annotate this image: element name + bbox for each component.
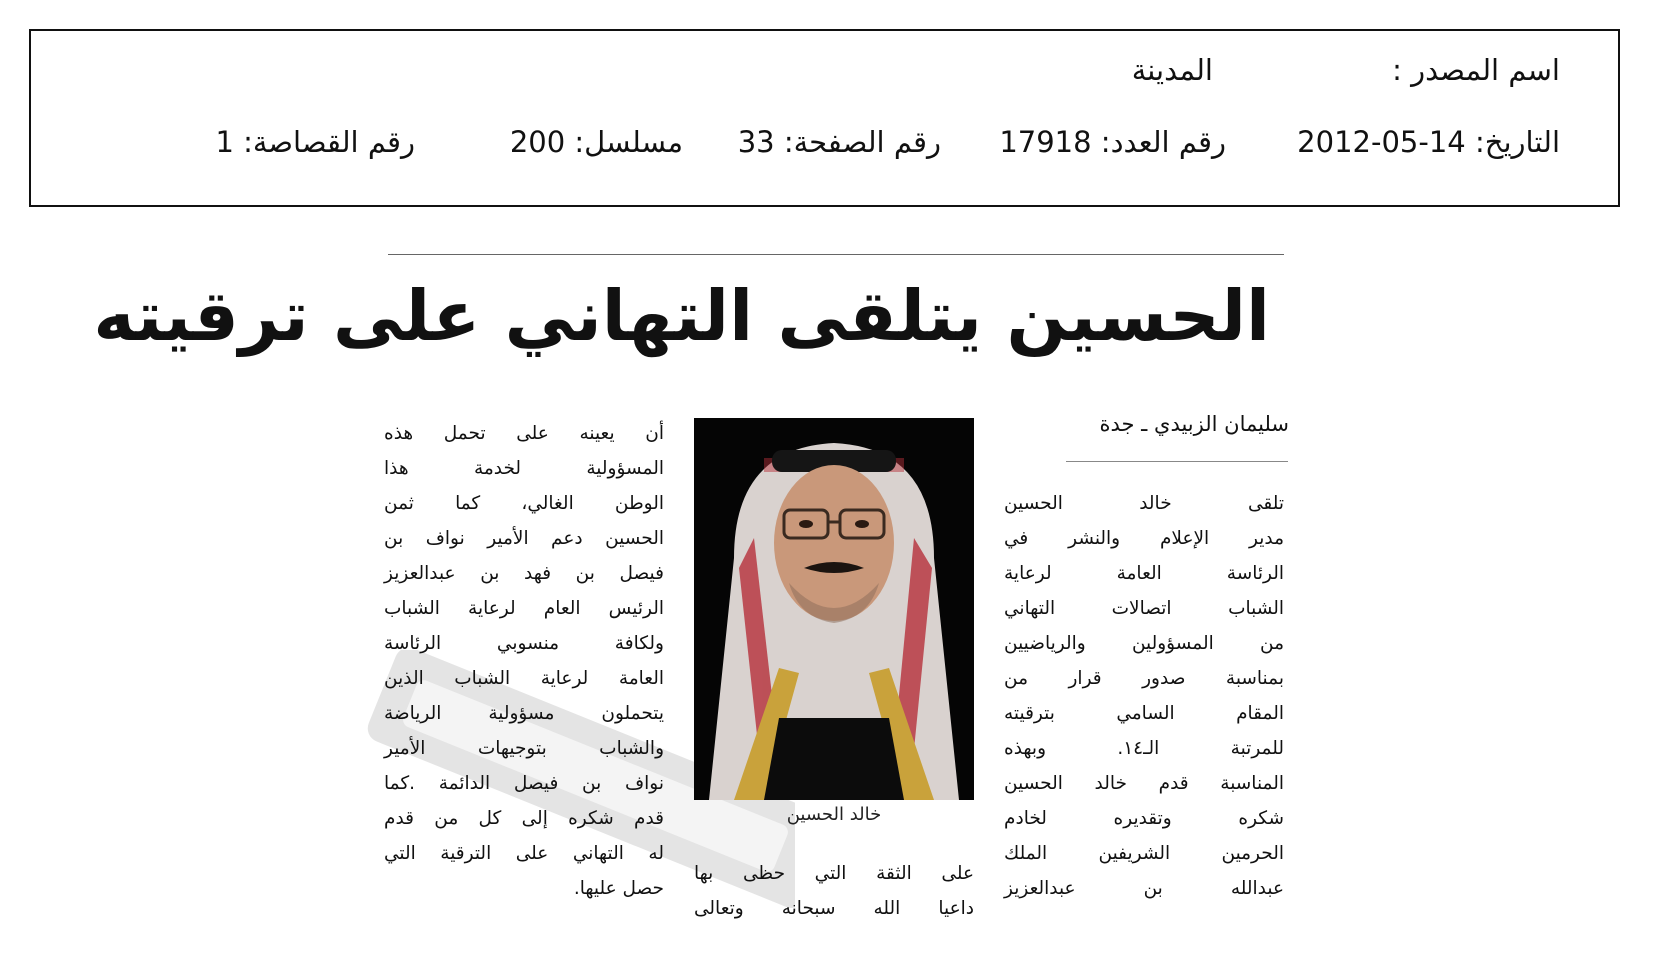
article-text-line: الوطن الغالي، كما ثمن [384,493,664,514]
byline-rule [1066,461,1288,462]
headline-top-rule [388,254,1284,255]
source-name: المدينة [1131,53,1213,87]
date-field: التاريخ: 14-05-2012 [1297,125,1560,159]
article-headline: الحسين يتلقى التهاني على ترقيته [93,275,1270,357]
article-text-line: داعيا الله سبحانه وتعالى [694,898,974,919]
article-text-line: الحسين دعم الأمير نواف بن [384,528,664,549]
article-text-line: مدير الإعلام والنشر في [1004,528,1284,549]
article-text-line: والشباب بتوجيهات الأمير [384,738,664,759]
article-text-line: الرئاسة العامة لرعاية [1004,563,1284,584]
article-text-line: العامة لرعاية الشباب الذين [384,668,664,689]
article-text-line: المناسبة قدم خالد الحسين [1004,773,1284,794]
portrait-photo [694,418,974,800]
issue-number: رقم العدد: 17918 [999,125,1226,159]
serial-number: مسلسل: 200 [509,125,683,159]
article-text-line: على الثقة التي حظى بها [694,863,974,884]
page-number: رقم الصفحة: 33 [737,125,941,159]
article-text-line: يتحملون مسؤولية الرياضة [384,703,664,724]
article-text-line: من المسؤولين والرياضيين [1004,633,1284,654]
article-text-line: الرئيس العام لرعاية الشباب [384,598,664,619]
article-text-line: فيصل بن فهد بن عبدالعزيز [384,563,664,584]
metadata-box [29,29,1620,207]
article-text-line: نواف بن فيصل الدائمة .كما [384,773,664,794]
article-column-right [1004,486,1284,906]
article-text-line: الشباب اتصالات التهاني [1004,598,1284,619]
photo-caption: خالد الحسين [786,804,882,825]
article-text-line: المقام السامي بترقيته [1004,703,1284,724]
article-text-line: شكره وتقديره لخادم [1004,808,1284,829]
article-column-middle [694,856,974,926]
source-label: اسم المصدر : [1392,53,1560,87]
article-column-left [384,416,664,906]
article-text-line: بمناسبة صدور قرار من [1004,668,1284,689]
article-text-line: حصل عليها. [573,878,664,899]
article-text-line: قدم شكره إلى كل من قدم [384,808,664,829]
clipping-number: رقم القصاصة: 1 [215,125,415,159]
article-text-line: تلقى خالد الحسين [1004,493,1284,514]
article-text-line: الحرمين الشريفين الملك [1004,843,1284,864]
article-text-line: للمرتبة الـ١٤. وبهذه [1004,738,1284,759]
article-byline: سليمان الزبيدي ـ جدة [1099,412,1289,436]
article-text-line: له التهاني على الترقية التي [384,843,664,864]
article-text-line: المسؤولية لخدمة هذا [384,458,664,479]
article-text-line: عبدالله بن عبدالعزيز [1004,878,1284,899]
article-text-line: ولكافة منسوبي الرئاسة [384,633,664,654]
article-text-line: أن يعينه على تحمل هذه [384,423,664,444]
